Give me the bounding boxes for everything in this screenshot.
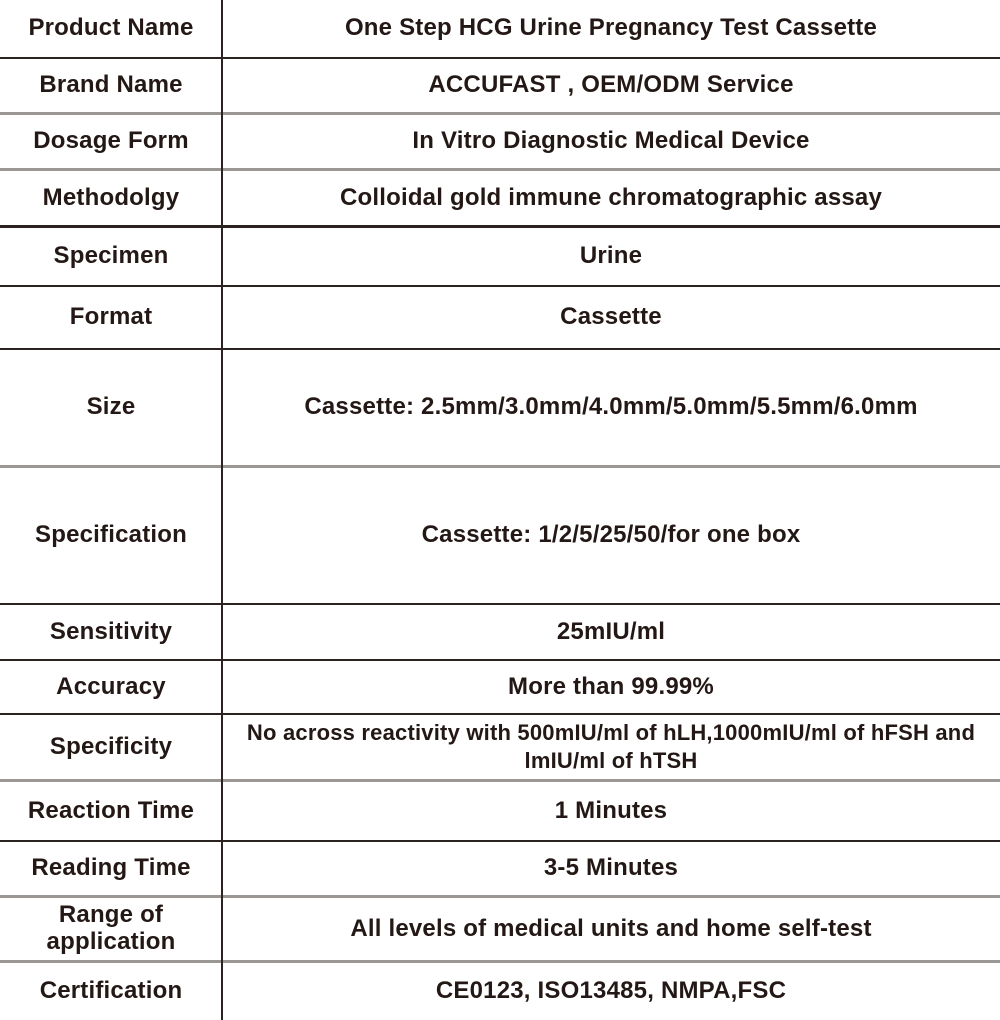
row-label: Certification — [39, 977, 183, 1005]
table-row-reaction-time — [0, 782, 1000, 842]
row-label: Accuracy — [56, 672, 166, 700]
table-row-certification — [0, 963, 1000, 1020]
row-value: Urine — [579, 242, 643, 270]
row-value: All levels of medical units and home self-test — [350, 914, 872, 942]
table-row-size — [0, 350, 1000, 468]
row-value: Cassette: 1/2/5/25/50/for one box — [421, 521, 801, 549]
table-row-sensitivity — [0, 605, 1000, 661]
row-label: Sensitivity — [49, 617, 173, 645]
row-value: 25mIU/ml — [556, 617, 666, 645]
row-label: Size — [86, 393, 136, 421]
row-value: 3-5 Minutes — [543, 854, 679, 882]
row-label: Brand Name — [39, 71, 183, 99]
table-row-range-of-application — [0, 898, 1000, 963]
row-value: In Vitro Diagnostic Medical Device — [412, 127, 810, 155]
table-row-specificity — [0, 715, 1000, 782]
row-label: Format — [69, 303, 153, 331]
row-label: Methodolgy — [42, 183, 180, 211]
row-value: More than 99.99% — [508, 672, 714, 700]
row-label: Specification — [35, 521, 187, 549]
row-label: Product Name — [28, 14, 194, 42]
column-divider — [221, 0, 223, 1020]
row-value: Cassette: 2.5mm/3.0mm/4.0mm/5.0mm/5.5mm/6.0mm — [304, 393, 918, 421]
table-row-reading-time — [0, 842, 1000, 898]
table-row-accuracy — [0, 661, 1000, 715]
row-value: ACCUFAST , OEM/ODM Service — [428, 71, 794, 99]
row-value: Colloidal gold immune chromatographic assay — [339, 183, 883, 211]
row-label: Reaction Time — [27, 796, 195, 824]
row-label: Specimen — [53, 242, 169, 270]
row-value: One Step HCG Urine Pregnancy Test Cassette — [344, 14, 878, 42]
table-row-dosage-form — [0, 115, 1000, 171]
row-value: No across reactivity with 500mIU/ml of hLH,1000mIU/ml of hFSH and lmIU/ml of hTSH — [246, 719, 976, 773]
row-value: Cassette — [560, 303, 662, 331]
row-label: Dosage Form — [33, 127, 189, 155]
table-row-specimen — [0, 228, 1000, 287]
row-value: 1 Minutes — [554, 796, 668, 824]
table-row-specification — [0, 468, 1000, 605]
table-row-format — [0, 287, 1000, 350]
row-value: CE0123, ISO13485, NMPA,FSC — [435, 977, 787, 1005]
row-label: Specificity — [49, 732, 173, 760]
row-label: Range of application — [46, 901, 176, 955]
row-label: Reading Time — [31, 854, 191, 882]
table-row-methodology — [0, 171, 1000, 228]
table-row-product-name — [0, 0, 1000, 59]
table-row-brand-name — [0, 59, 1000, 115]
